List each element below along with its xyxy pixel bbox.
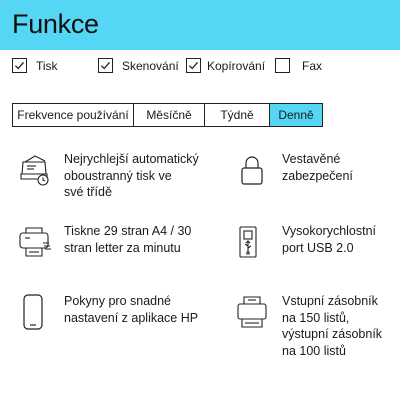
print-speed-icon [16, 224, 52, 260]
feature-label-print: Tisk [36, 58, 58, 73]
feature-fax [275, 58, 322, 73]
spec-line: port USB 2.0 [282, 240, 354, 255]
spec-security-text [282, 151, 353, 184]
checkmark-icon [100, 60, 111, 71]
spec-line: oboustranný tisk ve [64, 168, 172, 183]
usb-port-icon [234, 224, 270, 260]
spec-line: stran letter za minutu [64, 240, 181, 255]
frequency-label: Frekvence používání [17, 108, 129, 122]
usage-frequency-selector [12, 103, 323, 127]
duplex-printing-icon [16, 152, 52, 188]
spec-hp-app-text [64, 293, 198, 326]
spec-line: Vstupní zásobník [282, 294, 378, 308]
spec-line: Vestavěné [282, 152, 341, 166]
frequency-option-daily[interactable]: Denně [269, 104, 322, 126]
feature-label-copy: Kopírování [207, 58, 266, 73]
spec-line: Vysokorychlostní [282, 224, 377, 238]
frequency-option-weekly[interactable]: Týdně [204, 104, 269, 126]
frequency-option-monthly[interactable]: Měsíčně [133, 104, 204, 126]
lock-icon [234, 152, 270, 188]
spec-line: nastavení z aplikace HP [64, 310, 199, 325]
print-checkbox[interactable] [12, 58, 27, 73]
feature-copy [186, 58, 265, 73]
feature-print [12, 58, 58, 73]
spec-line: na 100 listů [282, 343, 346, 358]
spec-line: zabezpečení [282, 168, 353, 183]
spec-line: Tiskne 29 stran A4 / 30 [64, 224, 192, 238]
spec-line: své třídě [64, 185, 112, 199]
spec-line: výstupní zásobník [282, 327, 383, 341]
scan-checkbox[interactable] [98, 58, 113, 73]
feature-label-scan: Skenování [122, 58, 179, 73]
checkmark-icon [188, 60, 199, 71]
spec-usb-text [282, 223, 376, 256]
spec-line: na 150 listů, [282, 310, 350, 325]
feature-label-fax: Fax [302, 58, 323, 73]
feature-scan [98, 58, 179, 73]
spec-paper-tray-text [282, 293, 382, 359]
feature-checklist [0, 58, 400, 84]
smartphone-icon [16, 294, 52, 330]
copy-checkbox[interactable] [186, 58, 201, 73]
header-bar [0, 0, 400, 50]
spec-line: Nejrychlejší automatický [64, 152, 199, 166]
spec-line: Pokyny pro snadné [64, 294, 172, 308]
paper-tray-icon [234, 294, 270, 330]
spec-duplex-text [64, 151, 199, 201]
page-title: Funkce [12, 9, 99, 39]
fax-checkbox[interactable] [275, 58, 290, 73]
checkmark-icon [14, 60, 25, 71]
spec-print-speed-text [64, 223, 191, 256]
